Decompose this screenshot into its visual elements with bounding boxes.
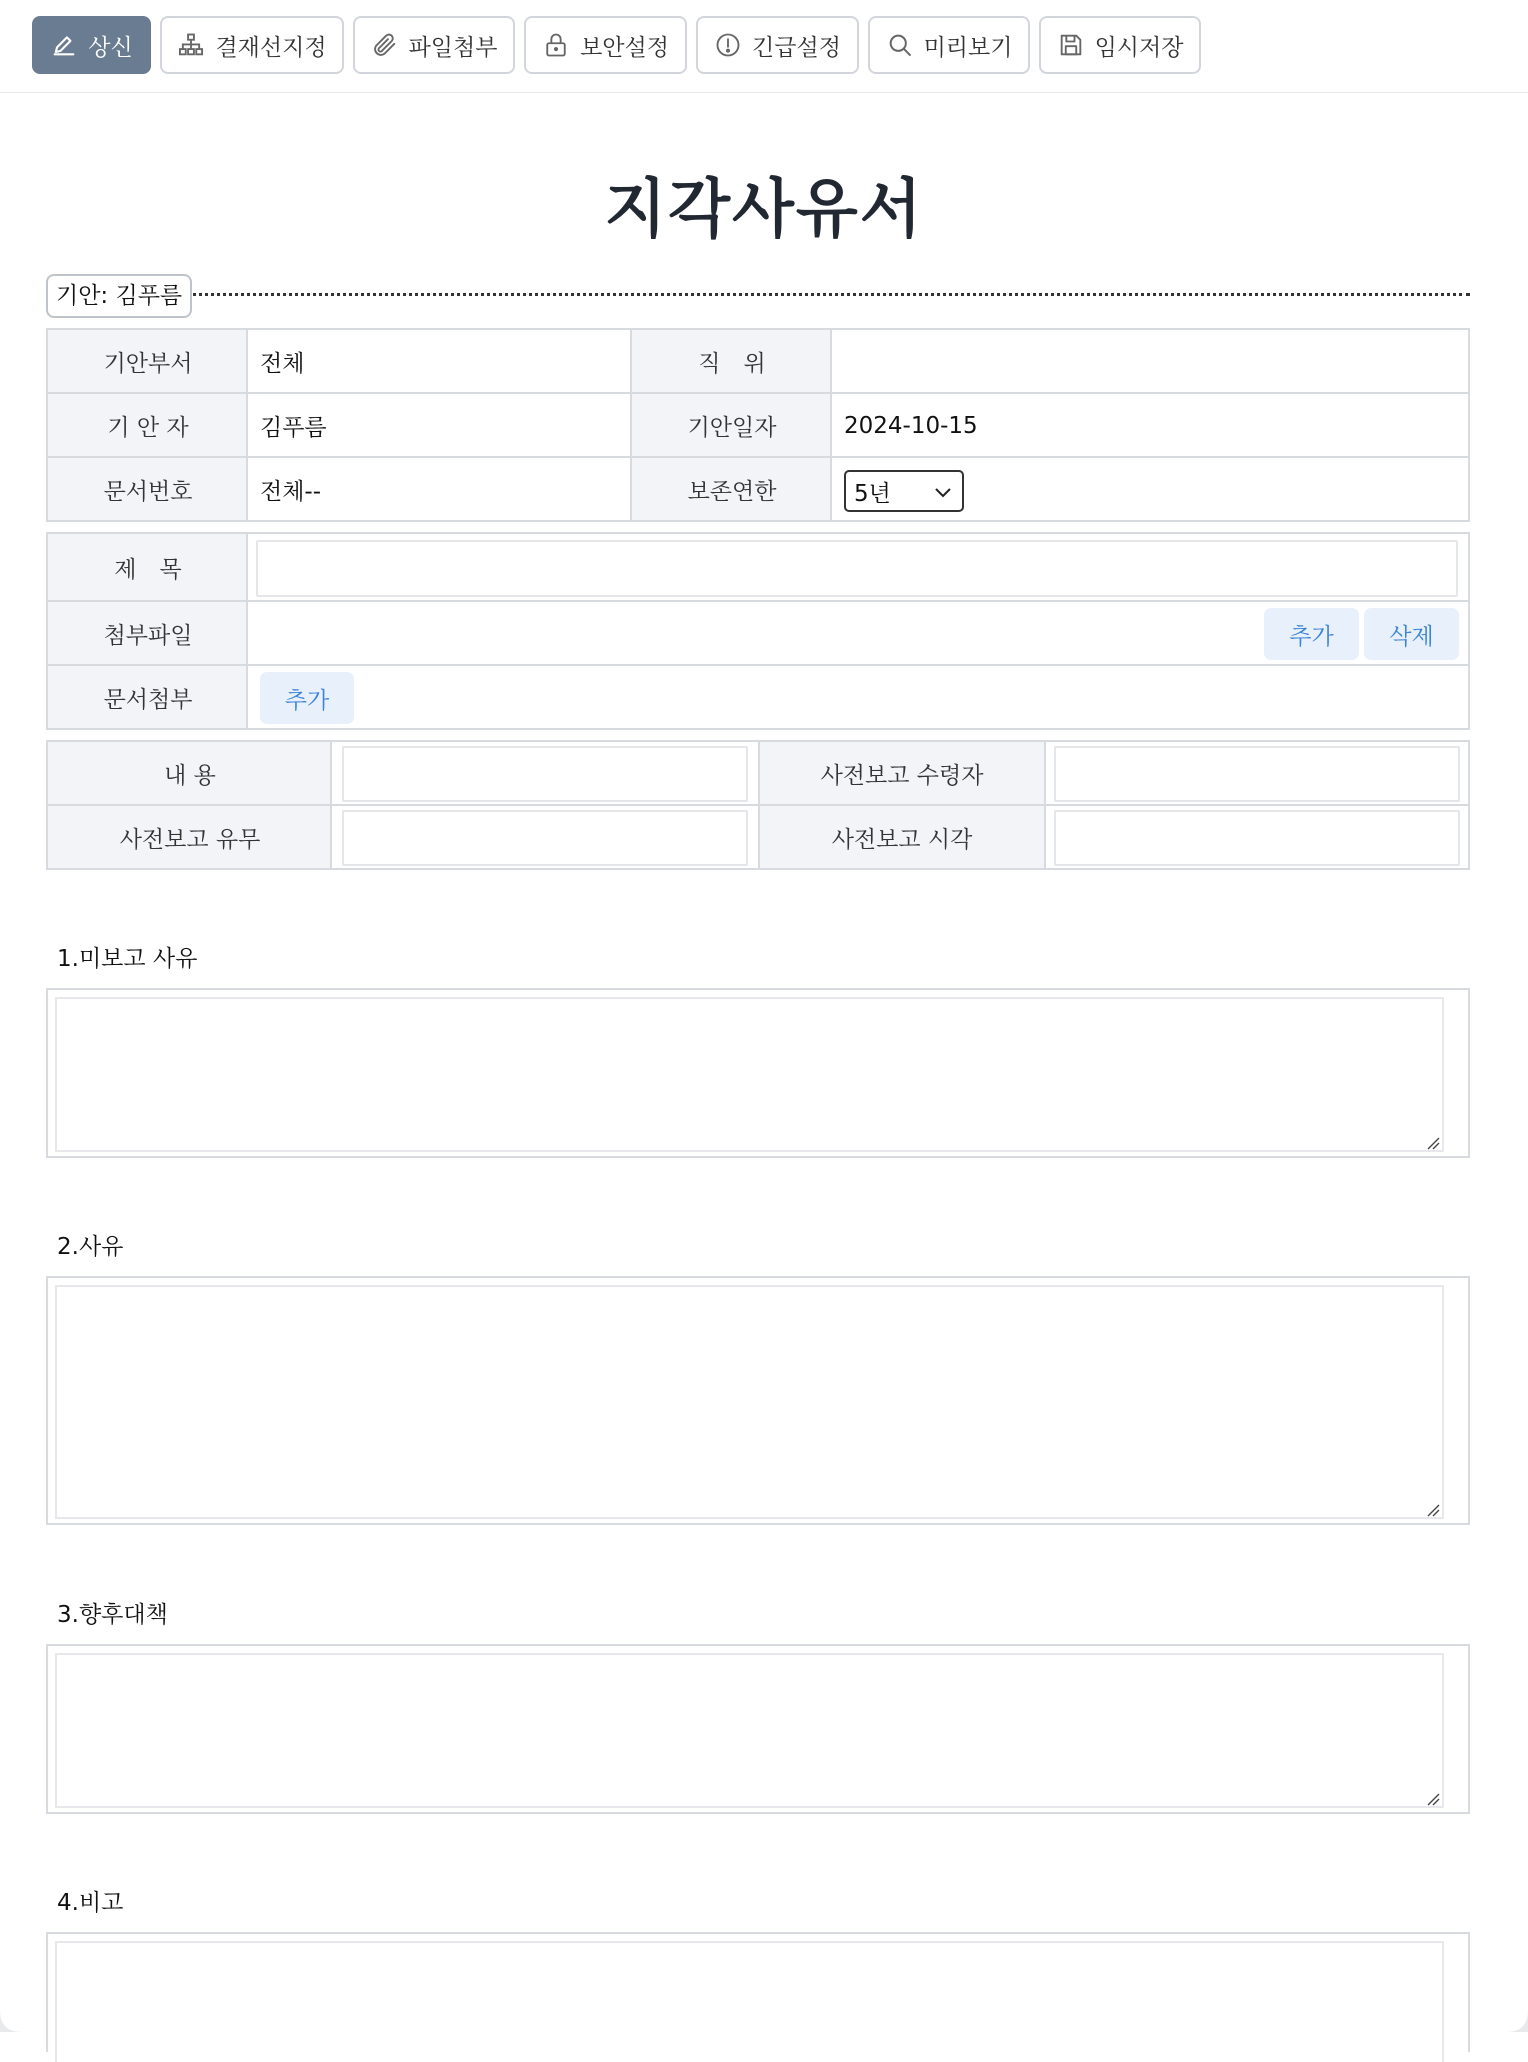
remarks-box	[46, 1932, 1470, 2052]
toolbar	[0, 0, 1528, 93]
future-measures-textarea[interactable]	[55, 1653, 1444, 1808]
submit-button[interactable]	[32, 16, 151, 74]
resize-grip-icon[interactable]	[1426, 1503, 1440, 1517]
preview-button-label: 미리보기	[923, 34, 1013, 61]
approval-line-button-label: 결재선지정	[215, 34, 327, 61]
unreported-reason-textarea[interactable]	[55, 997, 1444, 1152]
doc-attach-label: 문서첨부	[48, 666, 248, 728]
dept-value: 전체	[260, 351, 305, 377]
dept-label: 기안부서	[48, 330, 248, 393]
doc-number-value: 전체--	[260, 478, 322, 505]
report-receiver-label: 사전보고 수령자	[760, 742, 1044, 805]
info-table	[46, 328, 1470, 522]
approval-line-button[interactable]	[160, 16, 344, 74]
meta-table	[46, 532, 1470, 730]
content-label: 내 용	[48, 742, 332, 805]
has-report-input[interactable]	[342, 810, 748, 866]
unreported-reason-box	[46, 988, 1470, 1158]
section-title-reason: 2.사유	[57, 1234, 124, 1260]
report-time-input[interactable]	[1054, 810, 1460, 866]
section-title-remarks: 4.비고	[57, 1890, 124, 1916]
position-label: 직 위	[632, 330, 832, 393]
urgent-settings-button[interactable]	[696, 16, 859, 74]
future-measures-box	[46, 1644, 1470, 1814]
reason-textarea[interactable]	[55, 1285, 1444, 1519]
temp-save-button-label: 임시저장	[1094, 34, 1184, 61]
retention-select[interactable]	[844, 470, 964, 512]
section-title-unreported-reason: 1.미보고 사유	[57, 946, 198, 972]
org-chart-icon	[177, 31, 205, 59]
drafter-label: 기 안 자	[48, 394, 248, 457]
attach-file-button[interactable]	[353, 16, 515, 74]
subject-input[interactable]	[256, 540, 1458, 597]
section-title-future-measures: 3.향후대책	[57, 1602, 168, 1628]
floppy-disk-icon	[1057, 31, 1085, 59]
paperclip-icon	[371, 31, 399, 59]
lock-icon	[542, 31, 570, 59]
draft-date-value: 2024-10-15	[844, 412, 978, 439]
security-settings-button-label: 보안설정	[580, 34, 669, 61]
chevron-down-icon	[934, 487, 952, 499]
remarks-textarea[interactable]	[55, 1941, 1444, 2062]
report-receiver-input[interactable]	[1054, 746, 1460, 802]
search-icon	[886, 31, 914, 59]
resize-grip-icon[interactable]	[1426, 1792, 1440, 1806]
attach-file-label: 첨부파일	[48, 602, 248, 665]
temp-save-button[interactable]	[1039, 16, 1201, 74]
report-table	[46, 740, 1470, 870]
has-report-label: 사전보고 유무	[48, 806, 332, 868]
doc-attach-add-button[interactable]: 추가	[260, 672, 354, 724]
pencil-icon	[50, 31, 78, 59]
retention-label: 보존연한	[632, 458, 832, 520]
position-value	[832, 330, 1468, 393]
attach-file-add-button[interactable]: 추가	[1264, 608, 1359, 660]
security-settings-button[interactable]	[524, 16, 687, 74]
urgent-settings-button-label: 긴급설정	[752, 34, 841, 61]
draft-date-label: 기안일자	[632, 394, 832, 457]
drafter-value: 김푸름	[260, 415, 327, 441]
drafter-divider	[180, 293, 1470, 296]
reason-box	[46, 1276, 1470, 1525]
attach-file-delete-button[interactable]: 삭제	[1364, 608, 1459, 660]
drafter-badge: 기안: 김푸름	[46, 274, 192, 318]
submit-button-label: 상신	[88, 34, 133, 61]
alert-circle-icon	[714, 31, 742, 59]
content-input[interactable]	[342, 746, 748, 802]
report-time-label: 사전보고 시각	[760, 806, 1044, 868]
preview-button[interactable]	[868, 16, 1030, 74]
document-title: 지각사유서	[604, 173, 924, 247]
resize-grip-icon[interactable]	[1426, 1136, 1440, 1150]
doc-number-label: 문서번호	[48, 458, 248, 520]
retention-select-value: 5년	[854, 480, 891, 507]
attach-file-button-label: 파일첨부	[408, 34, 498, 61]
subject-label: 제 목	[48, 534, 248, 601]
